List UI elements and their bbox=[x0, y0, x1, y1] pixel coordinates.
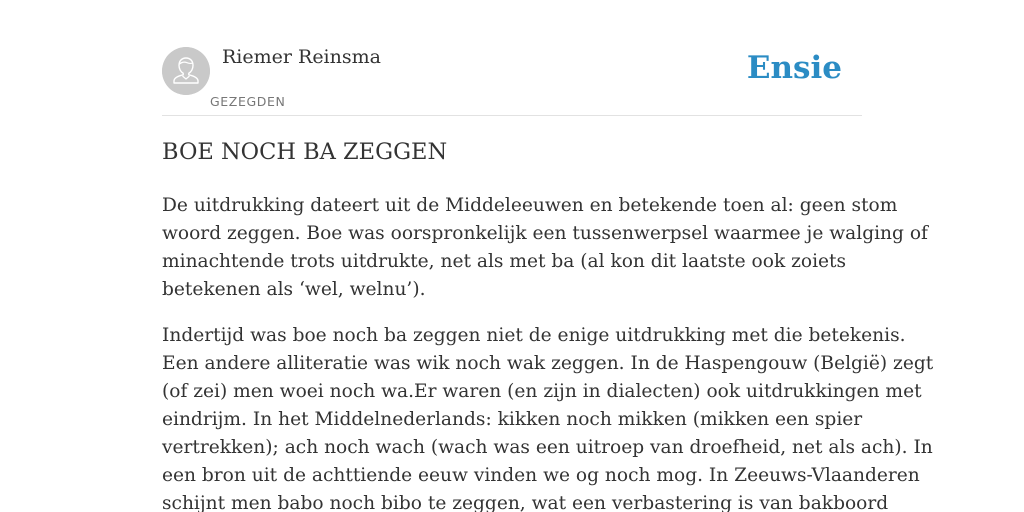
article-paragraph bbox=[162, 322, 934, 512]
article-body bbox=[162, 192, 934, 512]
text-line: een bron uit de achttiende eeuw vinden we og noch mog. In Zeeuws-Vlaanderen bbox=[162, 465, 920, 486]
ensie-logo[interactable]: Ensie bbox=[746, 50, 842, 86]
text-line: (of zei) men woei noch wa.Er waren (en zijn in dialecten) ook uitdrukkingen met bbox=[162, 381, 922, 402]
text-line: De uitdrukking dateert uit de Middeleeuwen en betekende toen al: geen stom bbox=[162, 195, 898, 216]
avatar[interactable] bbox=[162, 47, 210, 95]
article-header bbox=[162, 40, 862, 116]
text-line: eindrijm. In het Middelnederlands: kikken noch mikken (mikken een spier bbox=[162, 409, 863, 430]
category-label[interactable]: GEZEGDEN bbox=[210, 94, 286, 109]
text-line: betekenen als ‘wel, welnu’). bbox=[162, 279, 426, 300]
text-line: Een andere alliteratie was wik noch wak zeggen. In de Haspengouw (België) zegt bbox=[162, 353, 934, 374]
text-line: minachtende trots uitdrukte, net als met ba (al kon dit laatste ook zoiets bbox=[162, 251, 847, 272]
text-line: woord zeggen. Boe was oorspronkelijk een tussenwerpsel waarmee je walging of bbox=[162, 223, 928, 244]
article-paragraph bbox=[162, 192, 928, 304]
author-name[interactable]: Riemer Reinsma bbox=[222, 46, 381, 68]
article-title: BOE NOCH BA ZEGGEN bbox=[162, 139, 448, 165]
text-line: schijnt men babo noch bibo te zeggen, wat een verbastering is van bakboord bbox=[162, 493, 889, 512]
text-line: Indertijd was boe noch ba zeggen niet de enige uitdrukking met die betekenis. bbox=[162, 325, 906, 346]
text-line: vertrekken); ach noch wach (wach was een uitroep van droefheid, net als ach). In bbox=[162, 437, 933, 458]
user-avatar-icon bbox=[162, 47, 210, 95]
